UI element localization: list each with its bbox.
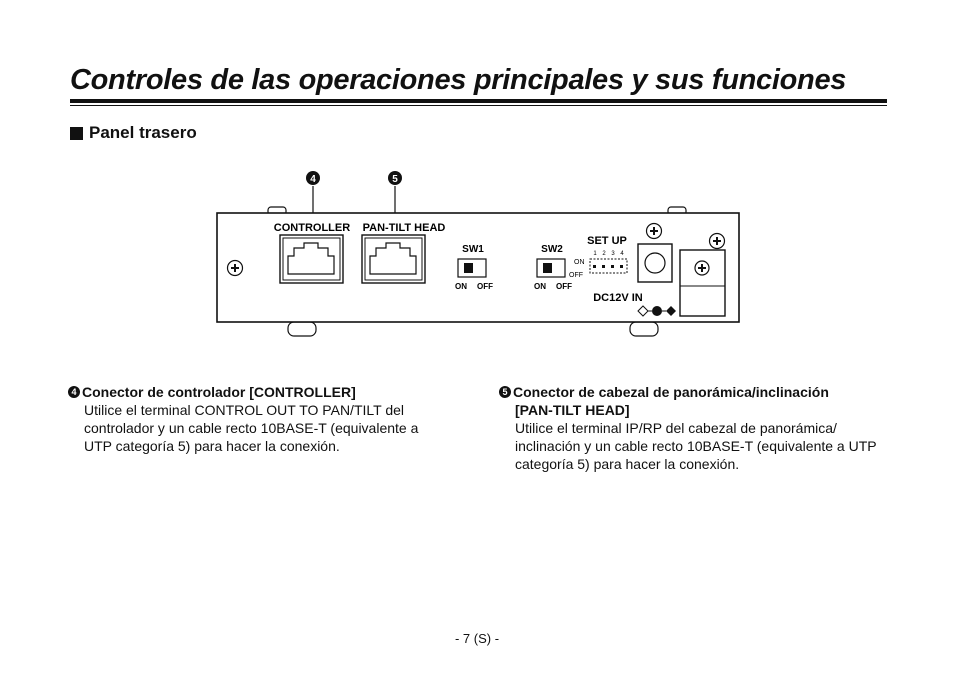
polarity-icon: [638, 306, 676, 316]
screw-top-right: [647, 224, 662, 239]
pantilt-label: PAN-TILT HEAD: [362, 222, 446, 234]
sw1-label: SW1: [462, 244, 484, 255]
power-block: [680, 250, 725, 316]
setup-label: SET UP: [587, 235, 627, 247]
bottom-foot-right: [630, 322, 658, 336]
callout-4: [306, 171, 320, 185]
sw2-label: SW2: [541, 244, 563, 255]
description-pantilt: [499, 383, 889, 473]
title-rule-thick: [70, 99, 887, 103]
page-number: - 7 (S) -: [454, 631, 500, 646]
square-bullet-icon: [70, 127, 83, 140]
description-pantilt-body: Utilice el terminal IP/RP del cabezal de panorámica/ inclinación y un cable recto 10BASE-T (equivalente a UTP categoría 5) para hacer la conexión.: [515, 420, 877, 472]
screw-far-right: [710, 234, 725, 249]
screw-left: [228, 261, 243, 276]
number-5-icon: 5: [499, 386, 511, 398]
page-title: Controles de las operaciones principales y sus funciones: [70, 64, 847, 96]
dc-jack: [645, 253, 665, 273]
sw1-knob: [464, 263, 473, 273]
dip-4: [620, 265, 623, 268]
callout-4-number: 4: [310, 174, 316, 185]
sw2-on-label: ON: [534, 282, 546, 291]
controller-label: CONTROLLER: [273, 222, 351, 234]
power-block-screw: [695, 261, 709, 275]
setup-num-1: 1: [593, 251, 597, 257]
setup-on-label: ON: [574, 259, 585, 266]
description-controller-body: Utilice el terminal CONTROL OUT TO PAN/TILT del controlador y un cable recto 10BASE-T (equivalente a UTP categoría 5) para hacer la conexión.: [84, 402, 419, 454]
setup-off-label: OFF: [569, 272, 583, 279]
rear-panel-diagram: [210, 162, 750, 352]
dc-label: DC12V IN: [593, 292, 643, 304]
setup-num-3: 3: [611, 251, 615, 257]
setup-num-4: 4: [620, 251, 624, 257]
callout-5: [388, 171, 402, 185]
section-heading-text: Panel trasero: [89, 123, 197, 142]
description-pantilt-title: Conector de cabezal de panorámica/inclinación: [513, 384, 829, 400]
description-controller: [68, 383, 448, 455]
description-controller-heading: [68, 383, 448, 401]
sw2-knob: [543, 263, 552, 273]
sw1-off-label: OFF: [477, 282, 493, 291]
sw2-off-label: OFF: [556, 282, 572, 291]
dip-2: [602, 265, 605, 268]
pantilt-rj45-port: [362, 235, 425, 283]
title-rule-thin: [70, 105, 887, 106]
controller-rj45-port: [280, 235, 343, 283]
sw1-on-label: ON: [455, 282, 467, 291]
description-controller-title: Conector de controlador [CONTROLLER]: [82, 384, 356, 400]
bottom-foot-left: [288, 322, 316, 336]
callout-5-number: 5: [392, 174, 398, 185]
description-pantilt-heading: [499, 383, 889, 401]
section-heading: [70, 121, 197, 145]
dip-1: [593, 265, 596, 268]
dip-3: [611, 265, 614, 268]
description-pantilt-title-cont: [PAN-TILT HEAD]: [515, 402, 630, 418]
number-4-icon: 4: [68, 386, 80, 398]
setup-num-2: 2: [602, 251, 606, 257]
